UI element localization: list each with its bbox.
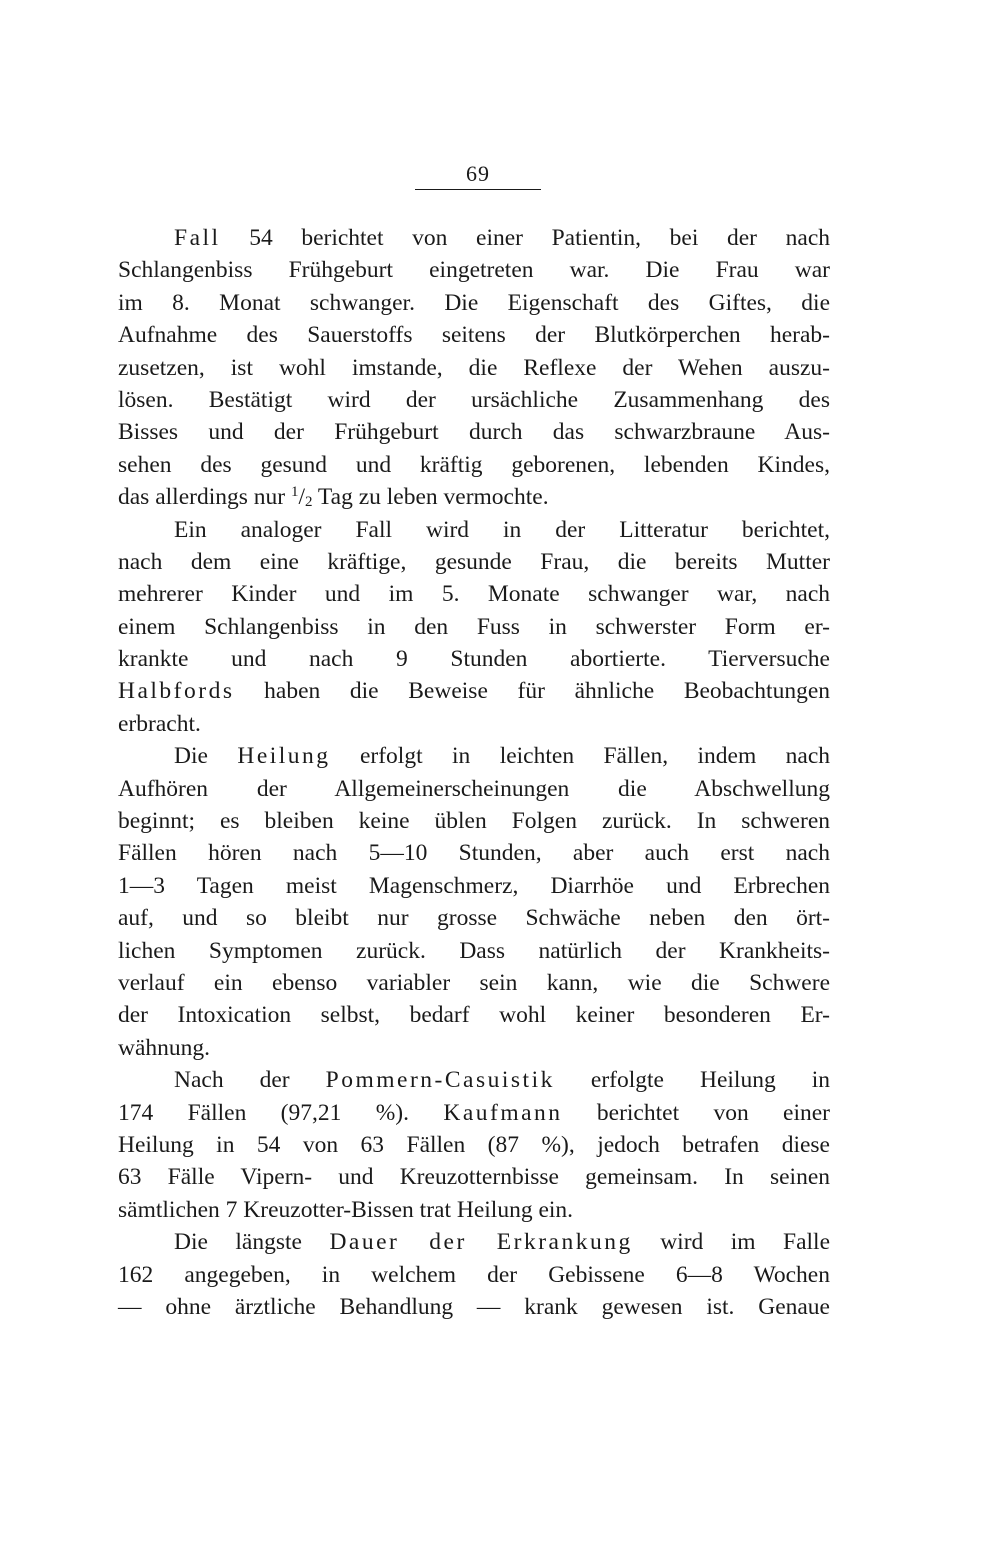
line-text: wird im Falle [632,1229,831,1256]
text-line: — ohne ärztliche Behandlung — krank gewesen ist. Genaue [118,1293,830,1320]
line-text: haben die Beweise für ähnliche Beobachtungen [234,678,830,705]
line-text: Nach der [174,1067,326,1094]
paragraph-2 [118,514,830,741]
text-line: auf, und so bleibt nur grosse Schwäche neben den ört- [118,905,830,932]
text-line: im 8. Monat schwanger. Die Eigenschaft des Giftes, die [118,289,830,316]
text-line: Aufnahme des Sauerstoffs seitens der Blutkörperchen herab- [118,322,830,349]
text-line [118,675,830,707]
text-line: wähnung. [118,1034,211,1061]
page-number: 69 [466,161,490,186]
text-line: sämtlichen 7 Kreuzotter-Bissen trat Heilung ein. [118,1196,574,1223]
text-line: sehen des gesund und kräftig geborenen, lebenden Kindes, [118,451,830,478]
text-line [118,740,830,772]
page-number-rule [415,189,541,190]
text-line: Fällen hören nach 5—10 Stunden, aber auch erst nach [118,840,830,867]
line-text: berichtet von einer [562,1099,831,1126]
line-text: Die längste [174,1229,330,1256]
text-line: nach dem eine kräftige, gesunde Frau, die bereits Mutter [118,548,830,575]
line-text: 174 Fällen (97,21 %). [118,1099,444,1126]
line-text: Die [174,743,238,770]
line-text: erfolgte Heilung in [554,1067,831,1094]
text-line [118,1226,830,1258]
spaced-term: Heilung [237,743,331,770]
text-line: lösen. Bestätigt wird der ursächliche Zusammenhang des [118,386,830,413]
fraction-denominator: 2 [304,494,313,511]
text-line: beginnt; es bleiben keine üblen Folgen zurück. In schweren [118,808,830,835]
text-line [118,1064,830,1096]
text-line [118,1097,830,1129]
text-line: verlauf ein ebenso variabler sein kann, wie die Schwere [118,969,830,996]
text-line: 63 Fälle Vipern- und Kreuzotternbisse gemeinsam. In seinen [118,1164,830,1191]
text-line: der Intoxication selbst, bedarf wohl keiner besonderen Er- [118,1002,830,1029]
text-line: lichen Symptomen zurück. Dass natürlich der Krankheits- [118,937,830,964]
line-text: Tag zu leben vermochte. [312,484,549,511]
paragraph-5 [118,1226,830,1323]
text-line: Schlangenbiss Frühgeburt eingetreten war. Die Frau war [118,257,830,284]
text-line: 162 angegeben, in welchem der Gebissene 6—8 Wochen [118,1261,830,1288]
line-text: erfolgt in leichten Fällen, indem nach [330,743,830,770]
body-text [118,222,830,1323]
text-line: Aufhören der Allgemeinerscheinungen die Abschwellung [118,775,830,802]
text-line: mehrerer Kinder und im 5. Monate schwanger war, nach [118,581,830,608]
fraction-numerator: 1 [290,484,299,501]
spaced-term: Dauer der Erkrankung [329,1229,633,1256]
text-line: Bisses und der Frühgeburt durch das schwarzbraune Aus- [118,419,830,446]
text-line: Heilung in 54 von 63 Fällen (87 %), jedoch betrafen diese [118,1131,830,1158]
line-text: das allerdings nur [118,484,291,511]
text-line: das allerdings nur $^1$/2 Tag zu leben vermochte. [118,484,549,511]
spaced-term: Halbfords [118,678,235,705]
text-line: 1—3 Tagen meist Magenschmerz, Diarrhöe und Erbrechen [118,872,830,899]
spaced-term: Fall [174,225,221,251]
paragraph-1 [118,222,830,514]
text-line: einem Schlangenbiss in den Fuss in schwerster Form er- [118,613,830,640]
line-text: 54 berichtet von einer Patientin, bei der nach [220,225,830,251]
text-line: krankte und nach 9 Stunden abortierte. Tierversuche [118,646,830,673]
text-line [118,222,830,254]
spaced-term: Kaufmann [443,1099,563,1126]
text-line: erbracht. [118,710,201,737]
text-line: zusetzen, ist wohl imstande, die Reflexe der Wehen auszu- [118,354,830,381]
paragraph-4 [118,1064,830,1226]
text-line: Ein analoger Fall wird in der Litteratur berichtet, [174,516,830,543]
spaced-term: Pommern-Casuistik [325,1067,555,1094]
paragraph-3 [118,740,830,1064]
